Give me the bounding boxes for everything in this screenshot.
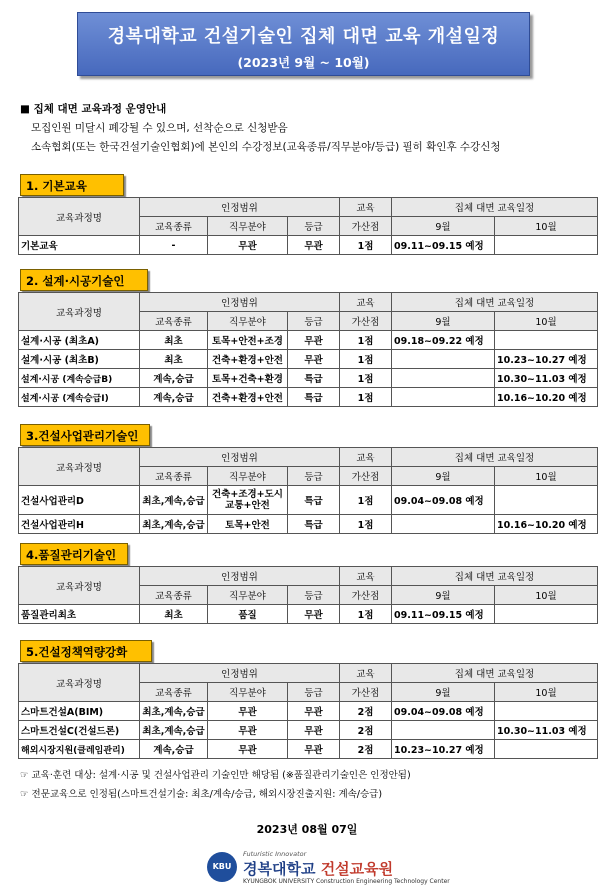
header-field: 직무분야	[208, 312, 288, 331]
header-scope: 인정범위	[140, 567, 340, 586]
october-schedule: 10.23~10.27 예정	[495, 350, 598, 369]
september-schedule	[392, 369, 495, 388]
edu-type: 최초,계속,승급	[140, 486, 208, 515]
logo-name-part2: 건설교육원	[320, 860, 394, 878]
september-schedule: 09.04~09.08 예정	[392, 702, 495, 721]
october-schedule	[495, 702, 598, 721]
logo-name-part1: 경복대학교	[243, 860, 321, 878]
october-schedule	[495, 605, 598, 624]
header-october: 10월	[495, 467, 598, 486]
course-name: 건설사업관리D	[19, 486, 140, 515]
september-schedule	[392, 721, 495, 740]
header-course: 교육과정명	[19, 198, 140, 236]
points: 2점	[340, 721, 392, 740]
header-type: 교육종류	[140, 683, 208, 702]
job-field: 건축+조경+도시교통+안전	[208, 486, 288, 515]
document-date: 2023년 08월 07일	[256, 823, 358, 836]
october-schedule: 10.16~10.20 예정	[495, 388, 598, 407]
header-schedule: 집체 대면 교육일정	[392, 448, 598, 467]
header-scope: 인정범위	[140, 198, 340, 217]
course-name: 설계·시공 (최초B)	[19, 350, 140, 369]
header-type: 교육종류	[140, 586, 208, 605]
header-october: 10월	[495, 586, 598, 605]
notice-line-1: 모집인원 미달시 폐강될 수 있으며, 선착순으로 신청받음	[31, 122, 288, 134]
october-schedule	[495, 236, 598, 255]
table-header-row	[19, 664, 598, 683]
points: 1점	[340, 236, 392, 255]
section-title: 3.건설사업관리기술인	[20, 424, 150, 446]
logo-english: KYUNGBOK UNIVERSITY Construction Engineering Technology Center	[243, 878, 450, 885]
header-course: 교육과정명	[19, 664, 140, 702]
header-september: 9월	[392, 467, 495, 486]
job-field: 무관	[208, 236, 288, 255]
header-scope: 인정범위	[140, 448, 340, 467]
edu-type: 최초	[140, 350, 208, 369]
header-schedule: 집체 대면 교육일정	[392, 293, 598, 312]
section-title: 4.품질관리기술인	[20, 543, 128, 565]
table-row	[19, 388, 598, 407]
header-type: 교육종류	[140, 217, 208, 236]
table-row	[19, 605, 598, 624]
points: 2점	[340, 740, 392, 759]
notice-heading: ■ 집체 대면 교육과정 운영안내	[20, 103, 167, 115]
header-field: 직무분야	[208, 467, 288, 486]
header-points: 가산점	[340, 467, 392, 486]
course-name: 품질관리최초	[19, 605, 140, 624]
grade: 무관	[288, 740, 340, 759]
course-name: 스마트건설A(BIM)	[19, 702, 140, 721]
september-schedule: 09.11~09.15 예정	[392, 236, 495, 255]
october-schedule: 10.30~11.03 예정	[495, 721, 598, 740]
course-name: 설계·시공 (계속승급I)	[19, 388, 140, 407]
header-field: 직무분야	[208, 586, 288, 605]
job-field: 토목+안전+조경	[208, 331, 288, 350]
header-grade: 등급	[288, 683, 340, 702]
points: 1점	[340, 388, 392, 407]
edu-type: 최초	[140, 331, 208, 350]
header-edu: 교육	[340, 293, 392, 312]
header-grade: 등급	[288, 467, 340, 486]
header-september: 9월	[392, 586, 495, 605]
job-field: 건축+환경+안전	[208, 388, 288, 407]
edu-type: 최초	[140, 605, 208, 624]
grade: 무관	[288, 331, 340, 350]
header-points: 가산점	[340, 683, 392, 702]
points: 1점	[340, 331, 392, 350]
header-october: 10월	[495, 217, 598, 236]
logo-tagline: Futuristic Innovator	[243, 850, 307, 858]
logo-name	[243, 858, 393, 879]
edu-type: 최초,계속,승급	[140, 515, 208, 534]
header-scope: 인정범위	[140, 293, 340, 312]
edu-type: 계속,승급	[140, 369, 208, 388]
course-table	[18, 197, 598, 255]
job-field: 토목+안전	[208, 515, 288, 534]
grade: 특급	[288, 486, 340, 515]
section-title: 1. 기본교육	[20, 174, 124, 196]
header-edu: 교육	[340, 567, 392, 586]
header-field: 직무분야	[208, 217, 288, 236]
grade: 특급	[288, 369, 340, 388]
header-type: 교육종류	[140, 312, 208, 331]
header-edu: 교육	[340, 448, 392, 467]
table-header-row	[19, 448, 598, 467]
header-september: 9월	[392, 217, 495, 236]
course-name: 설계·시공 (계속승급B)	[19, 369, 140, 388]
table-row	[19, 702, 598, 721]
header-points: 가산점	[340, 312, 392, 331]
table-header-row	[19, 293, 598, 312]
header-points: 가산점	[340, 586, 392, 605]
notice-line-2: 소속협회(또는 한국건설기술인협회)에 본인의 수강정보(교육종류/직무분야/등급) 필히 확인후 수강신청	[31, 141, 501, 153]
table-row	[19, 486, 598, 515]
course-name: 기본교육	[19, 236, 140, 255]
september-schedule: 10.23~10.27 예정	[392, 740, 495, 759]
course-name: 스마트건설C(건설드론)	[19, 721, 140, 740]
grade: 특급	[288, 388, 340, 407]
job-field: 건축+환경+안전	[208, 350, 288, 369]
header-september: 9월	[392, 683, 495, 702]
header-september: 9월	[392, 312, 495, 331]
header-grade: 등급	[288, 217, 340, 236]
table-row	[19, 721, 598, 740]
september-schedule: 09.04~09.08 예정	[392, 486, 495, 515]
header-edu: 교육	[340, 198, 392, 217]
footnote-2: ☞ 전문교육으로 인정됨(스마트건설기술: 최초/계속/승급, 해외시장진출지원: 계속/승급)	[20, 789, 383, 800]
university-logo	[207, 850, 450, 890]
grade: 무관	[288, 702, 340, 721]
october-schedule	[495, 486, 598, 515]
job-field: 토목+건축+환경	[208, 369, 288, 388]
header-grade: 등급	[288, 312, 340, 331]
edu-type: 최초,계속,승급	[140, 721, 208, 740]
grade: 무관	[288, 350, 340, 369]
september-schedule	[392, 515, 495, 534]
section-title: 5.건설정책역량강화	[20, 640, 152, 662]
header-grade: 등급	[288, 586, 340, 605]
header-schedule: 집체 대면 교육일정	[392, 664, 598, 683]
september-schedule: 09.11~09.15 예정	[392, 605, 495, 624]
header-course: 교육과정명	[19, 293, 140, 331]
september-schedule	[392, 388, 495, 407]
course-table	[18, 566, 598, 624]
october-schedule	[495, 331, 598, 350]
grade: 무관	[288, 721, 340, 740]
table-row	[19, 369, 598, 388]
header-type: 교육종류	[140, 467, 208, 486]
october-schedule: 10.16~10.20 예정	[495, 515, 598, 534]
table-row	[19, 331, 598, 350]
points: 1점	[340, 605, 392, 624]
header-october: 10월	[495, 312, 598, 331]
october-schedule: 10.30~11.03 예정	[495, 369, 598, 388]
points: 1점	[340, 515, 392, 534]
course-table	[18, 292, 598, 407]
page-title: 경복대학교 건설기술인 집체 대면 교육 개설일정	[107, 26, 500, 47]
table-row	[19, 515, 598, 534]
points: 2점	[340, 702, 392, 721]
header-points: 가산점	[340, 217, 392, 236]
table-row	[19, 740, 598, 759]
table-header-row	[19, 567, 598, 586]
job-field: 품질	[208, 605, 288, 624]
table-header-row	[19, 198, 598, 217]
points: 1점	[340, 486, 392, 515]
grade: 무관	[288, 236, 340, 255]
header-field: 직무분야	[208, 683, 288, 702]
september-schedule: 09.18~09.22 예정	[392, 331, 495, 350]
points: 1점	[340, 369, 392, 388]
job-field: 무관	[208, 702, 288, 721]
october-schedule	[495, 740, 598, 759]
table-row	[19, 236, 598, 255]
footnote-1: ☞ 교육·훈련 대상: 설계·시공 및 건설사업관리 기술인만 해당됨 (※품질관리기술인은 인정안됨)	[20, 770, 411, 781]
job-field: 무관	[208, 721, 288, 740]
header-edu: 교육	[340, 664, 392, 683]
edu-type: 계속,승급	[140, 388, 208, 407]
job-field: 무관	[208, 740, 288, 759]
september-schedule	[392, 350, 495, 369]
edu-type: 최초,계속,승급	[140, 702, 208, 721]
course-table	[18, 447, 598, 534]
header-schedule: 집체 대면 교육일정	[392, 567, 598, 586]
notice-block	[20, 100, 501, 157]
header-october: 10월	[495, 683, 598, 702]
grade: 특급	[288, 515, 340, 534]
points: 1점	[340, 350, 392, 369]
emblem-icon: KBU	[207, 852, 237, 882]
course-table	[18, 663, 598, 759]
section-title: 2. 설계·시공기술인	[20, 269, 148, 291]
course-name: 해외시장지원(클레임관리)	[19, 740, 140, 759]
page-subtitle: (2023년 9월 ~ 10월)	[237, 55, 370, 70]
course-name: 설계·시공 (최초A)	[19, 331, 140, 350]
header-scope: 인정범위	[140, 664, 340, 683]
header-schedule: 집체 대면 교육일정	[392, 198, 598, 217]
header-course: 교육과정명	[19, 448, 140, 486]
edu-type: -	[140, 236, 208, 255]
edu-type: 계속,승급	[140, 740, 208, 759]
grade: 무관	[288, 605, 340, 624]
header-course: 교육과정명	[19, 567, 140, 605]
course-name: 건설사업관리H	[19, 515, 140, 534]
table-row	[19, 350, 598, 369]
title-banner	[77, 12, 530, 76]
